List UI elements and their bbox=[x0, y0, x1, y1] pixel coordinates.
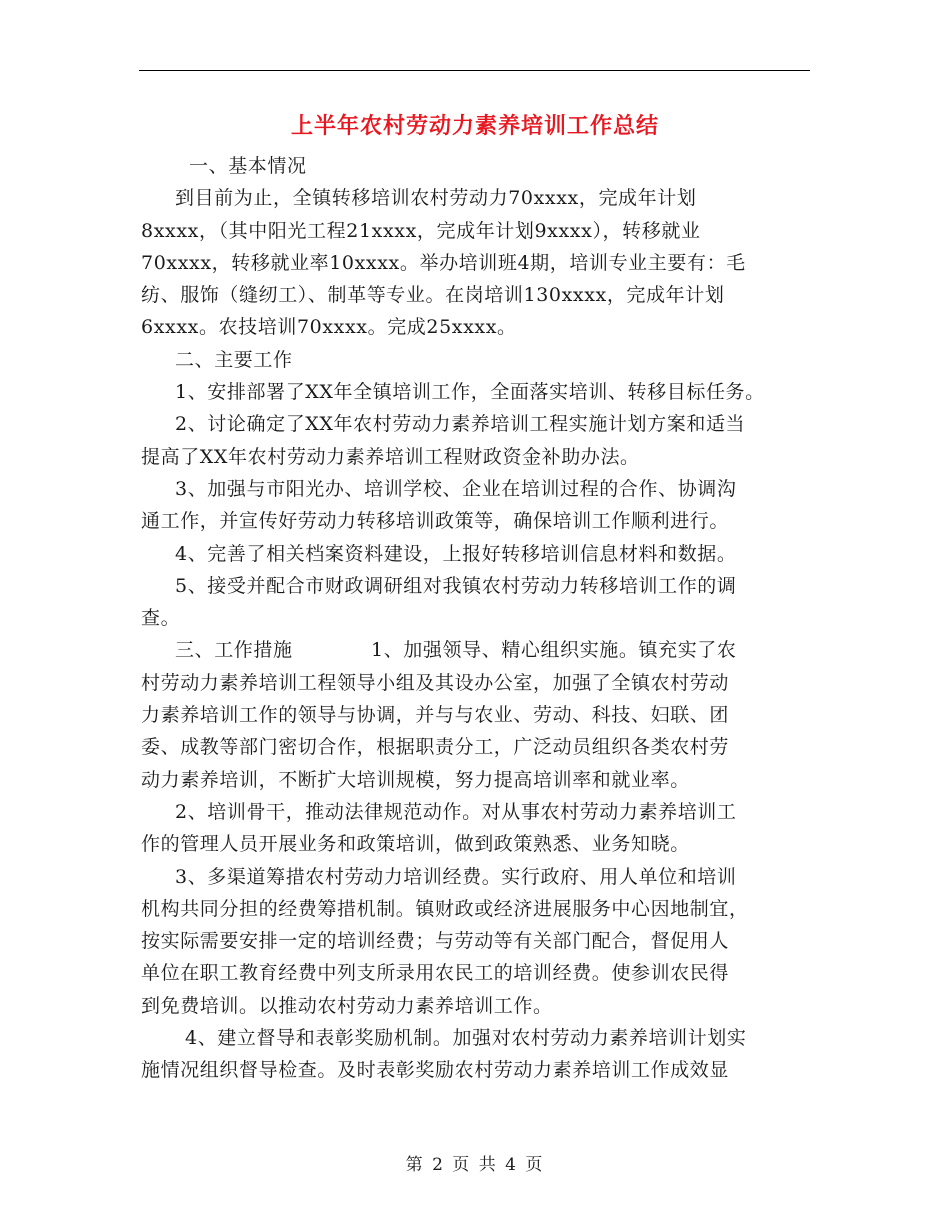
page-number: 第 2 页 共 4 页 bbox=[405, 1155, 545, 1175]
body-line: 3、加强与市阳光办、培训学校、企业在培训过程的合作、协调沟 bbox=[175, 477, 737, 500]
body-line: 2、培训骨干，推动法律规范动作。对从事农村劳动力素养培训工 bbox=[175, 800, 737, 823]
body-line: 6xxxx。农技培训70xxxx。完成25xxxx。 bbox=[141, 316, 517, 339]
body-line: 按实际需要安排一定的培训经费；与劳动等有关部门配合，督促用人 bbox=[141, 930, 730, 953]
body-line: 通工作，并宣传好劳动力转移培训政策等，确保培训工作顺利进行。 bbox=[141, 510, 730, 533]
document-title: 上半年农村劳动力素养培训工作总结 bbox=[290, 113, 659, 139]
body-line: 力素养培训工作的领导与协调，并与与农业、劳动、科技、妇联、团 bbox=[141, 704, 730, 727]
body-line: 二、主要工作 bbox=[175, 348, 293, 371]
body-line: 5、接受并配合市财政调研组对我镇农村劳动力转移培训工作的调 bbox=[175, 574, 737, 597]
body-line: 查。 bbox=[141, 607, 181, 630]
body-line: 4、完善了相关档案资料建设，上报好转移培训信息材料和数据。 bbox=[175, 542, 737, 565]
body-line: 4、建立督导和表彰奖励机制。加强对农村劳动力素养培训计划实 bbox=[185, 1027, 747, 1050]
body-line: 三、工作措施 1、加强领导、精心组织实施。镇充实了农 bbox=[175, 639, 737, 662]
document-body bbox=[141, 150, 813, 1087]
body-line: 70xxxx，转移就业率10xxxx。举办培训班4期，培训专业主要有：毛 bbox=[141, 251, 746, 274]
body-line: 一、基本情况 bbox=[189, 155, 307, 177]
body-line: 3、多渠道筹措农村劳动力培训经费。实行政府、用人单位和培训 bbox=[175, 865, 737, 888]
body-line: 机构共同分担的经费筹措机制。镇财政或经济进展服务中心因地制宜， bbox=[141, 897, 749, 920]
body-line: 施情况组织督导检查。及时表彰奖励农村劳动力素养培训工作成效显 bbox=[141, 1059, 730, 1082]
body-line: 8xxxx，（其中阳光工程21xxxx，完成年计划9xxxx），转移就业 bbox=[141, 219, 701, 242]
body-line: 2、讨论确定了XX年农村劳动力素养培训工程实施计划方案和适当 bbox=[175, 413, 746, 436]
body-line: 纺、服饰（缝纫工）、制革等专业。在岗培训130xxxx，完成年计划 bbox=[141, 284, 725, 307]
body-line: 作的管理人员开展业务和政策培训，做到政策熟悉、业务知晓。 bbox=[141, 833, 690, 856]
body-line: 提高了XX年农村劳动力素养培训工程财政资金补助办法。 bbox=[141, 445, 640, 468]
body-line: 动力素养培训，不断扩大培训规模，努力提高培训率和就业率。 bbox=[141, 768, 690, 791]
body-line: 单位在职工教育经费中列支所录用农民工的培训经费。使参训农民得 bbox=[141, 962, 730, 985]
body-line: 到免费培训。以推动农村劳动力素养培训工作。 bbox=[141, 994, 553, 1017]
body-line: 1、安排部署了XX年全镇培训工作，全面落实培训、转移目标任务。 bbox=[175, 381, 765, 404]
header-rule bbox=[139, 70, 810, 71]
body-line: 到目前为止，全镇转移培训农村劳动力70xxxx，完成年计划 bbox=[175, 187, 697, 210]
body-line: 村劳动力素养培训工程领导小组及其设办公室，加强了全镇农村劳动 bbox=[141, 671, 730, 694]
body-line: 委、成教等部门密切合作，根据职责分工，广泛动员组织各类农村劳 bbox=[141, 736, 730, 759]
